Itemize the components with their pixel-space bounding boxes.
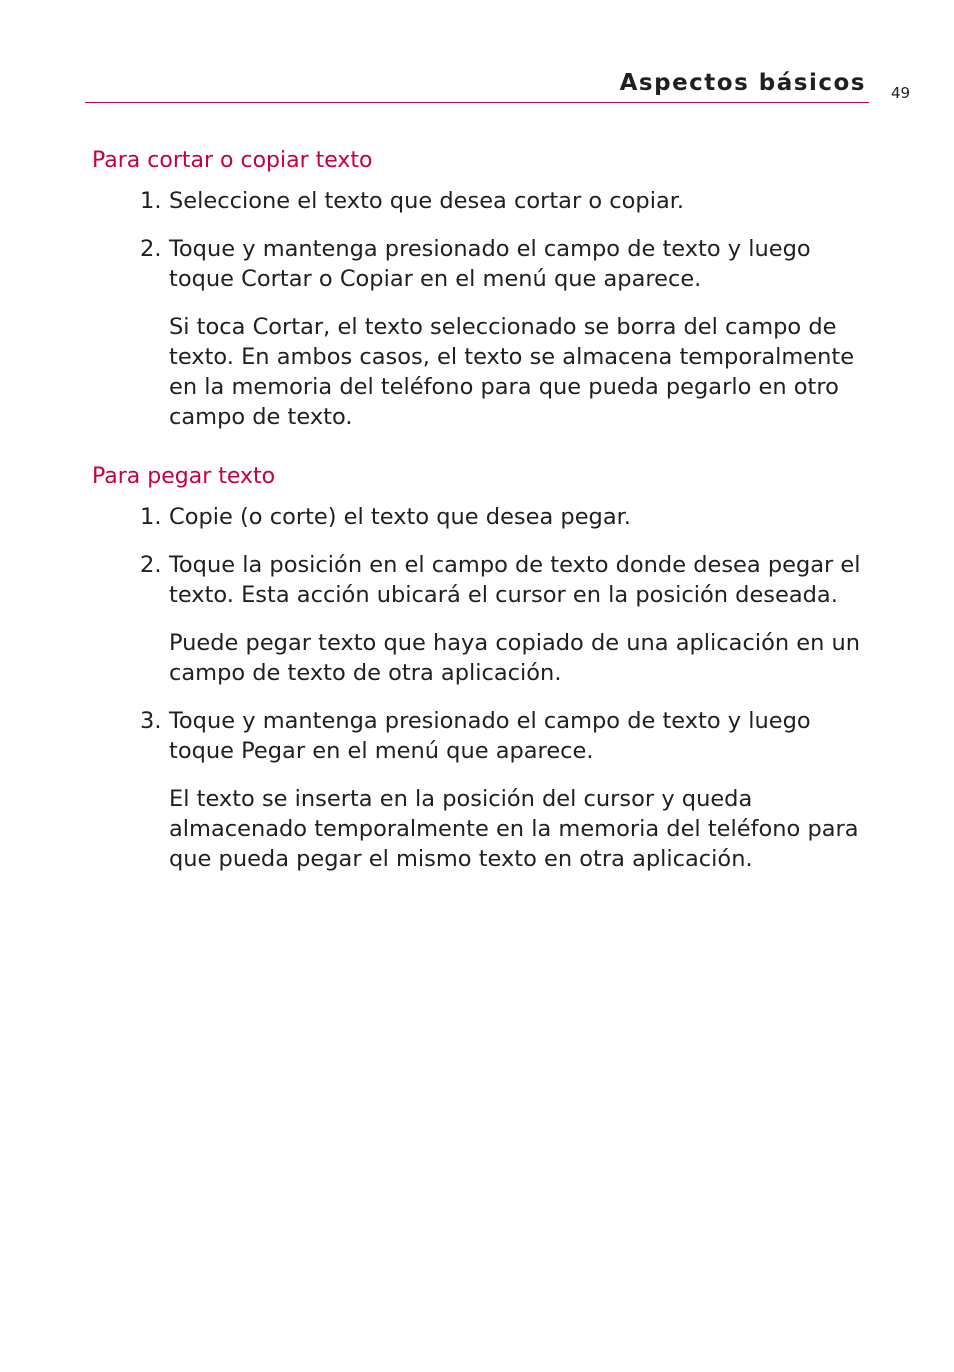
list-item — [92, 186, 882, 216]
list-item — [92, 706, 882, 874]
step-number: 1. — [140, 504, 162, 530]
step-number: 1. — [140, 188, 162, 214]
list-item — [92, 550, 882, 688]
step-note: Puede pegar texto que haya copiado de una aplicación en un campo de texto de otra aplicación. — [169, 630, 861, 686]
section-title: Para cortar o copiar texto — [92, 148, 373, 173]
page-body — [92, 146, 882, 874]
step-number: 3. — [140, 708, 162, 734]
keyword-pegar: Pegar — [241, 738, 306, 764]
keyword-copiar: Copiar — [339, 266, 413, 292]
step-text-pre: Toque y mantenga presionado el campo de texto y luego toque — [169, 236, 811, 292]
step-note: Si toca Cortar, el texto seleccionado se borra del campo de texto. En ambos casos, el texto se almacena temporalmente en la memoria del teléfono para que pueda pegarlo en otro campo de texto. — [169, 314, 855, 430]
step-text-post: en el menú que aparece. — [305, 738, 594, 764]
section-paste — [92, 462, 882, 874]
section-title: Para pegar texto — [92, 464, 276, 489]
header-divider — [85, 102, 869, 103]
step-text — [169, 706, 882, 766]
step-text: Toque la posición en el campo de texto donde desea pegar el texto. Esta acción ubicará el cursor en la posición deseada. — [169, 552, 861, 608]
page-number: 49 — [891, 84, 911, 102]
step-text-post: en el menú que aparece. — [412, 266, 702, 292]
list-item — [92, 234, 882, 432]
step-text-mid: o — [311, 266, 340, 292]
steps-list — [92, 186, 882, 432]
step-number: 2. — [140, 552, 162, 578]
list-item — [92, 502, 882, 532]
running-header-title: Aspectos básicos — [619, 70, 866, 96]
step-note: El texto se inserta en la posición del cursor y queda almacenado temporalmente en la memoria del teléfono para que pueda pegar el mismo texto en otra aplicación. — [169, 786, 859, 872]
step-text: Copie (o corte) el texto que desea pegar. — [169, 504, 631, 530]
step-text: Seleccione el texto que desea cortar o copiar. — [169, 188, 685, 214]
step-number: 2. — [140, 236, 162, 262]
step-text — [169, 234, 882, 294]
step-text-pre: Toque y mantenga presionado el campo de texto y luego toque — [169, 708, 811, 764]
keyword-cortar: Cortar — [241, 266, 312, 292]
section-cut-copy — [92, 146, 882, 432]
steps-list — [92, 502, 882, 874]
